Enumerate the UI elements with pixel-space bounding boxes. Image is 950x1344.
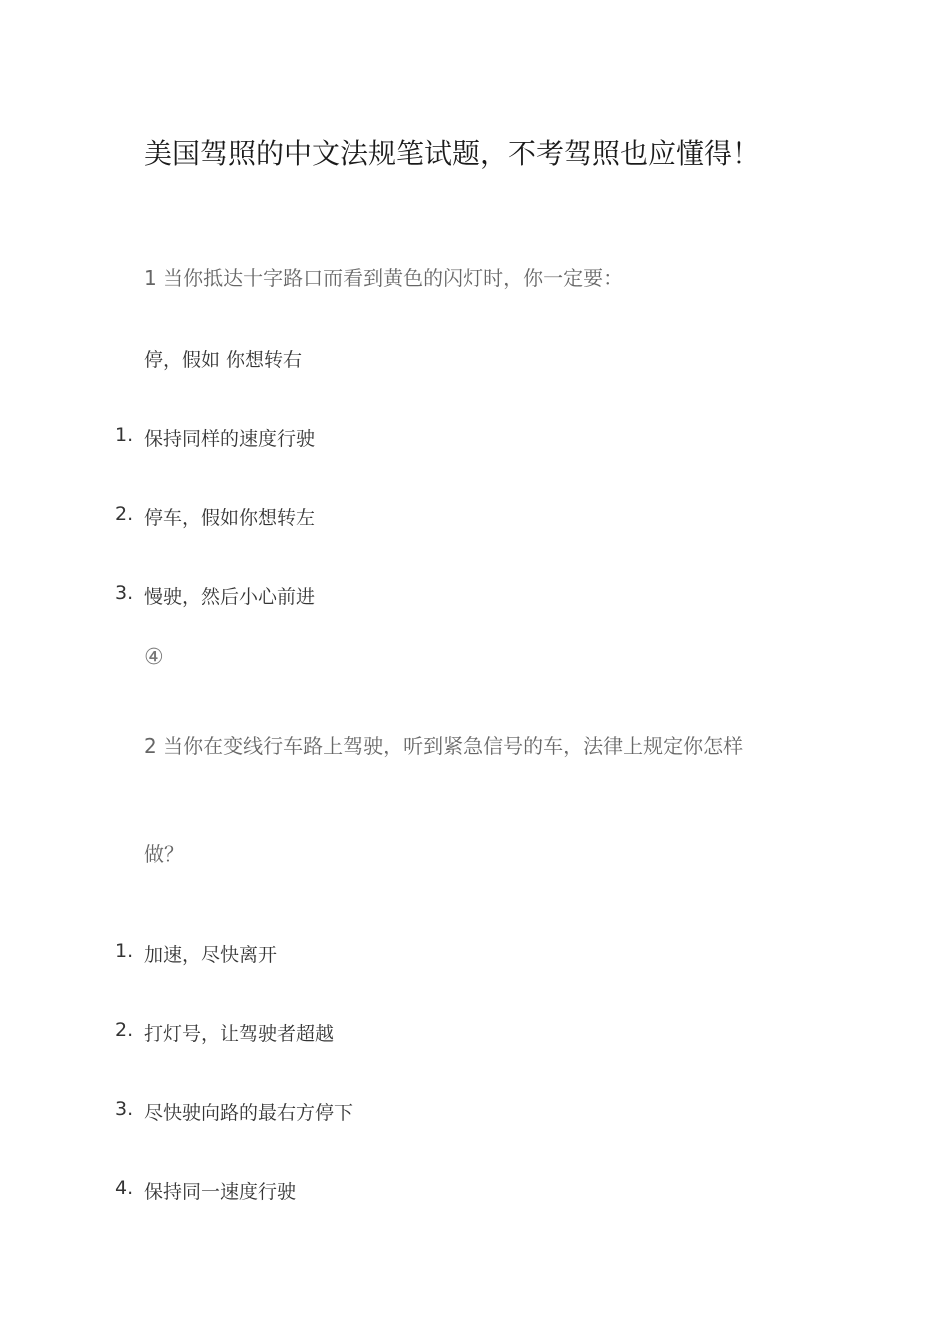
question-2-text-line-1: 2 当你在变线行车路上驾驶，听到紧急信号的车，法律上规定你怎样 — [144, 734, 744, 758]
question-1-option-0: 停，假如 你想转右 — [144, 349, 303, 371]
question-1-option-3: 慢驶，然后小心前进 — [144, 586, 316, 608]
question-1-option-1-number: 1. — [115, 424, 134, 446]
question-1-option-2: 停车，假如你想转左 — [144, 507, 316, 529]
question-1-option-1: 保持同样的速度行驶 — [144, 428, 316, 450]
page-title: 美国驾照的中文法规笔试题，不考驾照也应懂得！ — [144, 137, 761, 170]
question-2-option-3-number: 3. — [115, 1098, 134, 1120]
question-1-option-3-number: 3. — [115, 582, 134, 604]
question-1-answer-mark: ④ — [144, 645, 164, 670]
question-2-option-2: 打灯号，让驾驶者超越 — [144, 1023, 335, 1045]
question-2-option-1-number: 1. — [115, 940, 134, 962]
question-2-option-3: 尽快驶向路的最右方停下 — [144, 1102, 354, 1124]
question-1-option-2-number: 2. — [115, 503, 134, 525]
question-2-option-1: 加速，尽快离开 — [144, 944, 278, 966]
question-2-option-2-number: 2. — [115, 1019, 134, 1041]
question-1-text: 1 当你抵达十字路口而看到黄色的闪灯时，你一定要： — [144, 266, 624, 290]
question-2-text-line-2: 做？ — [144, 842, 184, 866]
question-2-option-4-number: 4. — [115, 1177, 134, 1199]
question-2-option-4: 保持同一速度行驶 — [144, 1181, 297, 1203]
